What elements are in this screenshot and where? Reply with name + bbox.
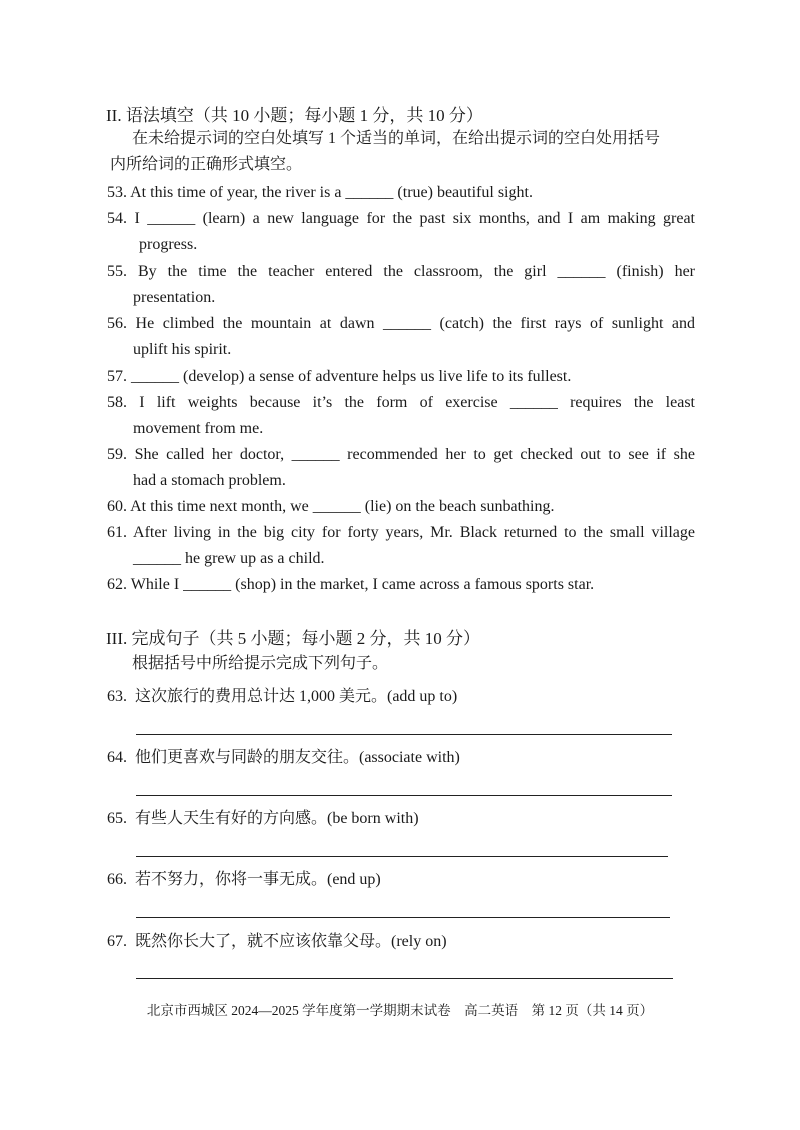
question-number: 65. [107, 810, 127, 827]
section-3-title: III. 完成句子（共 5 小题；每小题 2 分，共 10 分） [106, 629, 480, 648]
question-text: 若不努力，你将一事无成。(end up) [135, 871, 381, 888]
question-67 [107, 929, 695, 955]
question-53 [107, 180, 695, 206]
question-number: 55. [107, 263, 127, 280]
question-text: 有些人天生有好的方向感。(be born with) [135, 810, 419, 827]
question-number: 64. [107, 749, 127, 766]
question-text: I ______ (learn) a new language for the past six months, and I am making great [134, 210, 696, 227]
question-number: 53. [107, 184, 127, 201]
section-2-instructions-line1: 在未给提示词的空白处填写 1 个适当的单词，在给出提示词的空白处用括号 [132, 130, 661, 147]
section-2-instructions-line2: 内所给词的正确形式填空。 [110, 156, 303, 173]
question-61 [107, 520, 695, 572]
answer-line-67[interactable] [136, 978, 673, 979]
question-text: 这次旅行的费用总计达 1,000 美元。(add up to) [135, 688, 458, 705]
question-number: 60. [107, 498, 127, 515]
question-60 [107, 494, 695, 520]
question-62 [107, 572, 695, 598]
question-57 [107, 364, 695, 390]
question-text: While I ______ (shop) in the market, I came across a famous sports star. [130, 576, 595, 593]
question-58 [107, 390, 695, 442]
question-55 [107, 259, 695, 311]
answer-line-64[interactable] [136, 795, 672, 796]
question-text: I lift weights because it’s the form of exercise ______ requires the least [139, 394, 695, 411]
question-number: 66. [107, 871, 127, 888]
answer-line-66[interactable] [136, 917, 670, 918]
question-text: ______ (develop) a sense of adventure helps us live life to its fullest. [131, 368, 572, 385]
question-number: 58. [107, 394, 127, 411]
question-number: 59. [107, 446, 127, 463]
question-text: 既然你长大了，就不应该依靠父母。(rely on) [135, 933, 447, 950]
question-59 [107, 442, 695, 494]
question-text-continued: ______ he grew up as a child. [133, 550, 325, 567]
question-66 [107, 867, 695, 893]
question-text: At this time of year, the river is a ______ (true) beautiful sight. [130, 184, 533, 201]
question-text-continued: progress. [139, 236, 198, 253]
question-54 [107, 206, 695, 258]
question-number: 61. [107, 524, 127, 541]
section-3-instructions: 根据括号中所给提示完成下列句子。 [132, 655, 389, 672]
question-number: 63. [107, 688, 127, 705]
question-text-continued: movement from me. [133, 420, 264, 437]
question-text-continued: uplift his spirit. [133, 341, 232, 358]
question-number: 54. [107, 210, 127, 227]
question-number: 62. [107, 576, 127, 593]
answer-line-63[interactable] [136, 734, 672, 735]
question-text-continued: had a stomach problem. [133, 472, 286, 489]
question-text: He climbed the mountain at dawn ______ (catch) the first rays of sunlight and [135, 315, 696, 332]
question-number: 56. [107, 315, 127, 332]
question-text: 他们更喜欢与同龄的朋友交往。(associate with) [135, 749, 460, 766]
question-65 [107, 806, 695, 832]
question-56 [107, 311, 695, 363]
question-number: 57. [107, 368, 127, 385]
question-text: By the time the teacher entered the classroom, the girl ______ (finish) her [138, 263, 696, 280]
page-footer: 北京市西城区 2024—2025 学年度第一学期期末试卷 高二英语 第 12 页（共 14 页） [146, 1003, 654, 1018]
question-text-continued: presentation. [133, 289, 216, 306]
question-text: After living in the big city for forty years, Mr. Black returned to the small village [133, 524, 695, 541]
answer-line-65[interactable] [136, 856, 668, 857]
question-63 [107, 684, 695, 710]
question-64 [107, 745, 695, 771]
section-2-title: II. 语法填空（共 10 小题；每小题 1 分，共 10 分） [106, 106, 483, 125]
section-2-instructions [110, 126, 695, 178]
question-number: 67. [107, 933, 127, 950]
question-text: She called her doctor, ______ recommended her to get checked out to see if she [134, 446, 696, 463]
question-text: At this time next month, we ______ (lie) on the beach sunbathing. [130, 498, 555, 515]
